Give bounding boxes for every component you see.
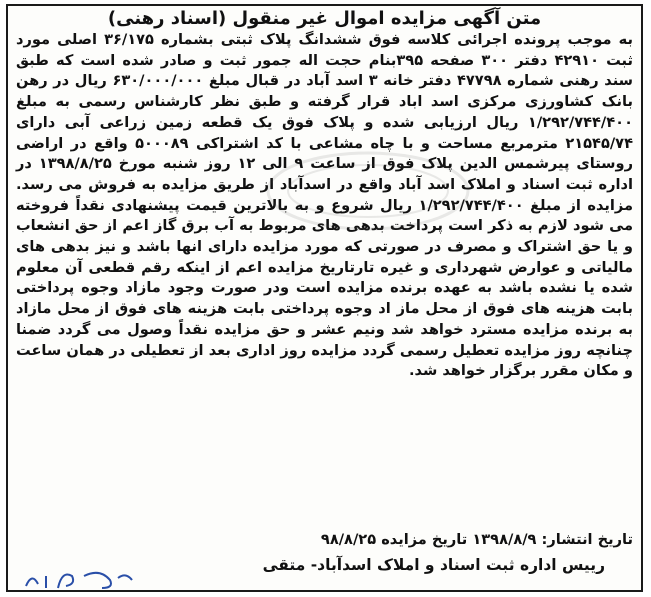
signature-line: رییس اداره ثبت اسناد و املاک اسدآباد- متقی (262, 556, 605, 574)
notice-body: به موجب پرونده اجرائی کلاسه فوق ششدانگ پلاک ثبتی بشماره ۳۶/۱۷۵ اصلی مورد ثبت ۴۲۹۱۰ دفتر ۳۰۰ صفحه ۳۹۵بنام حجت اله جمور ثبت و صادر شده است که طبق سند رهنی شماره ۴۷۷۹۸ دفتر خانه ۳ اسد آباد در قبال مبلغ ۶۳۰/۰۰۰/۰۰۰ ریال در رهن بانک کشاورزی مرکزی اسد اباد قرار گرفته و طبق نظر کارشناس رسمی به مبلغ ۱/۲۹۲/۷۴۴/۴۰۰ ریال ارزیابی شده و پلاک فوق یک قطعه زمین زراعی آبی دارای ۲۱۵۴۵/۷۴ مترمربع مساحت و با چاه مشاعی با کد اشتراکی ۵۰۰۰۸۹ واقع در اراضی روستای پیرشمس الدین پلاک فوق از ساعت ۹ الی ۱۲ روز شنبه مورخ ۱۳۹۸/۸/۲۵ در اداره ثبت اسناد و املاک اسد آباد واقع در اسدآباد از طریق مزایده به فروش می رسد. مزایده از مبلغ ۱/۲۹۲/۷۴۴/۴۰۰ ریال شروع و به بالاترین قیمت پیشنهادی نقداً فروخته می شود لازم به ذکر است پرداخت بدهی های مربوط به آب برق گاز اعم از حق انشعاب و یا حق اشتراک و مصرف در صورتی که مورد مزایده دارای انها باشد و نیز بدهی های مالیاتی و عوارض شهرداری و غیره تارتاریخ مزایده اعم از اینکه رقم قطعی آن معلوم شده یا نشده باشد به عهده برنده مزایده است ودر صورت وجود مازاد وجوه پرداختی بابت هزینه های فوق از محل ماز اد وجوه پرداختی بابت هزینه های فوق از محل مازاد به برنده مزایده مسترد خواهد شد ونیم عشر و حق مزایده نقداً وصول می گردد ضمنا چنانچه روز مزایده تعطیل رسمی گردد مزایده روز اداری بعد از تعطیلی در همان ساعت و مکان مقرر برگزار خواهد شد. (16, 31, 634, 380)
notice-title: متن آگهی مزایده اموال غیر منقول (اسناد رهنی) (107, 8, 542, 29)
auction-notice (6, 4, 643, 592)
handwritten-number-mark (18, 566, 138, 592)
publication-dates: تاریخ انتشار: ۱۳۹۸/۸/۹ تاریخ مزایده ۹۸/۸/۲۵ (320, 531, 633, 548)
